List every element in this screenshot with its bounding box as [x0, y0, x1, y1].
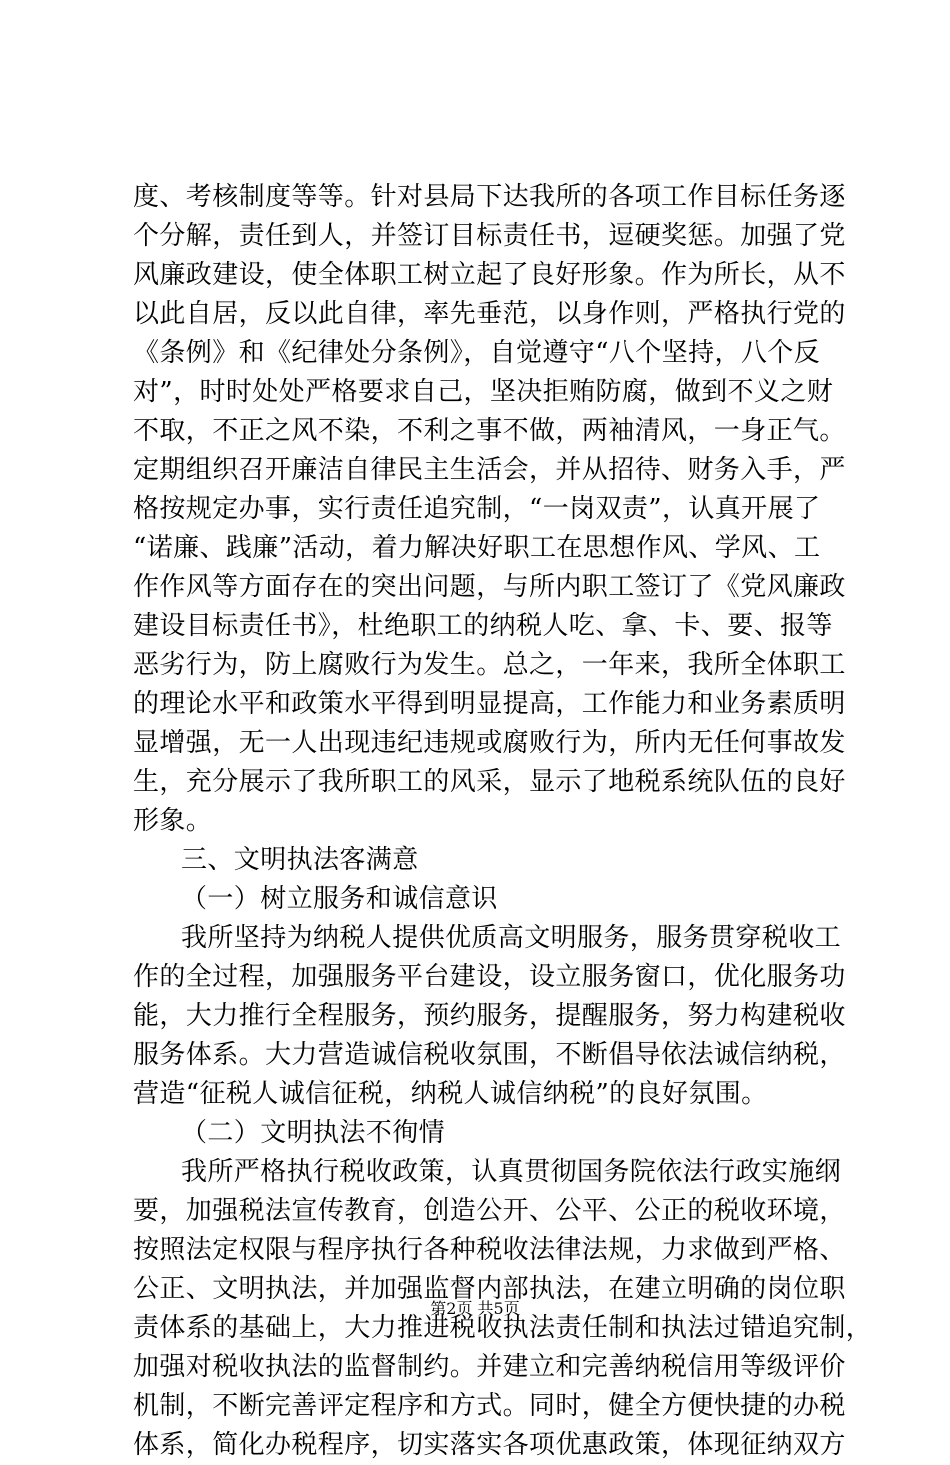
subsection-heading: （一）树立服务和诚信意识 [181, 884, 498, 914]
text-line: 个分解，责任到人，并签订目标责任书，逗硬奖惩。加强了党 [133, 221, 846, 251]
text-line: 机制，不断完善评定程序和方式。同时，健全方便快捷的办税 [133, 1391, 846, 1421]
text-line: 作作风等方面存在的突出问题，与所内职工签订了《党风廉政 [133, 572, 846, 602]
text-line: 营造“征税人诚信征税，纳税人诚信纳税”的良好氛围。 [133, 1079, 768, 1109]
text-line: 责体系的基础上，大力推进税收执法责任制和执法过错追究制， [133, 1313, 873, 1343]
subsection-heading: （二）文明执法不徇情 [181, 1118, 446, 1148]
text-line: 恶劣行为，防上腐败行为发生。总之，一年来，我所全体职工 [133, 650, 846, 680]
text-line: 《条例》和《纪律处分条例》，自觉遵守“八个坚持，八个反 [133, 338, 821, 368]
text-line: 能，大力推行全程服务，预约服务，提醒服务，努力构建税收 [133, 1001, 846, 1031]
text-line: 形象。 [133, 806, 213, 836]
text-line: 生，充分展示了我所职工的风采，显示了地税系统队伍的良好 [133, 767, 846, 797]
paragraph-start: 我所坚持为纳税人提供优质高文明服务，服务贯穿税收工 [181, 923, 842, 953]
page-footer [0, 1298, 950, 1320]
text-line: 建设目标责任书》，杜绝职工的纳税人吃、拿、卡、要、报等 [133, 611, 833, 641]
text-line: 以此自居，反以此自律，率先垂范，以身作则，严格执行党的 [133, 299, 846, 329]
paragraph-start: 我所严格执行税收政策，认真贯彻国务院依法行政实施纲 [181, 1157, 842, 1187]
text-line: 的理论水平和政策水平得到明显提高，工作能力和业务素质明 [133, 689, 846, 719]
text-line: 作的全过程，加强服务平台建设，设立服务窗口，优化服务功 [133, 962, 846, 992]
text-line: 度、考核制度等等。针对县局下达我所的各项工作目标任务逐 [133, 182, 846, 212]
text-line: 风廉政建设，使全体职工树立起了良好形象。作为所长，从不 [133, 260, 846, 290]
text-line: 对”，时时处处严格要求自己，坚决拒贿防腐，做到不义之财 [133, 377, 834, 407]
text-line: 格按规定办事，实行责任追究制，“一岗双责”，认真开展了 [133, 494, 821, 524]
section-heading: 三、文明执法客满意 [181, 845, 419, 875]
text-line: 不取，不正之风不染，不利之事不做，两袖清风，一身正气。 [133, 416, 846, 446]
document-body [133, 178, 873, 1465]
text-line: 定期组织召开廉洁自律民主生活会，并从招待、财务入手，严 [133, 455, 846, 485]
text-line: 要，加强税法宣传教育，创造公开、公平、公正的税收环境， [133, 1196, 846, 1226]
text-line: 公正、文明执法，并加强监督内部执法，在建立明确的岗位职 [133, 1274, 846, 1304]
text-line: 显增强，无一人出现违纪违规或腐败行为，所内无任何事故发 [133, 728, 846, 758]
text-line: 服务体系。大力营造诚信税收氛围，不断倡导依法诚信纳税， [133, 1040, 846, 1070]
text-line: “诺廉、践廉”活动，着力解决好职工在思想作风、学风、工 [133, 533, 821, 563]
text-line: 体系，简化办税程序，切实落实各项优惠政策，体现征纳双方 [133, 1430, 846, 1460]
text-line: 加强对税收执法的监督制约。并建立和完善纳税信用等级评价 [133, 1352, 846, 1382]
page-number-label: 第2页 共5页 [430, 1299, 520, 1318]
text-line: 按照法定权限与程序执行各种税收法律法规，力求做到严格、 [133, 1235, 846, 1265]
